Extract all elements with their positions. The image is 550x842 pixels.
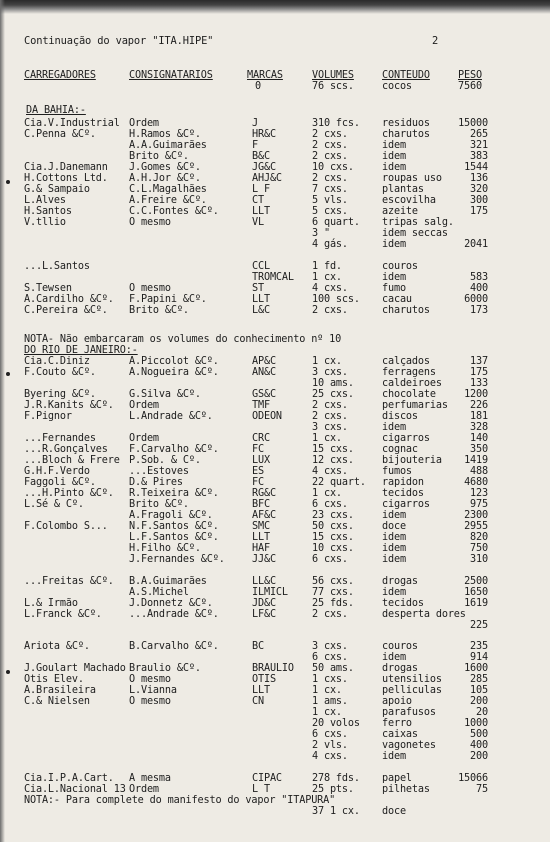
shipper-cell: L.Alves <box>24 195 66 206</box>
weight-cell: 137 <box>470 356 488 367</box>
shipper-cell: Cia.I.P.A.Cart. <box>24 773 114 784</box>
volumes-cell: 1 cx. <box>312 707 342 718</box>
marks-cell: BFC <box>252 499 270 510</box>
consignee-cell: J.Gomes &Cº. <box>129 162 201 173</box>
volumes-cell: 77 cxs. <box>312 587 354 598</box>
contents-cell: idem <box>382 140 406 151</box>
contents-cell: rapidon <box>382 477 424 488</box>
shipper-cell: Faggoli &Cº. <box>24 477 96 488</box>
punch-hole <box>6 372 10 376</box>
marks-cell: ES <box>252 466 264 477</box>
punch-hole <box>6 180 10 184</box>
col-header-shipper: CARREGADORES <box>24 70 96 81</box>
marks-cell: LLT <box>252 532 270 543</box>
weight-cell: 175 <box>470 367 488 378</box>
weight-cell: 2041 <box>464 239 488 250</box>
weight-cell: 400 <box>470 283 488 294</box>
weight-cell: 235 <box>470 641 488 652</box>
contents-cell: tripas salg. <box>382 217 454 228</box>
consignee-cell: N.F.Santos &Cº. <box>129 521 219 532</box>
consignee-cell: L.Vianna <box>129 685 177 696</box>
shipper-cell: F.Couto &Cº. <box>24 367 96 378</box>
weight-cell: 173 <box>470 305 488 316</box>
contents-cell: utensilios <box>382 674 442 685</box>
volumes-cell: 1 cx. <box>312 356 342 367</box>
contents-cell: caixas <box>382 729 418 740</box>
weight-cell: 105 <box>470 685 488 696</box>
marks-cell: L&C <box>252 305 270 316</box>
contents-cell: papel <box>382 773 412 784</box>
weight-cell: 320 <box>470 184 488 195</box>
marks-cell: GS&C <box>252 389 276 400</box>
contents-cell: couros <box>382 641 418 652</box>
weight-cell: 750 <box>470 543 488 554</box>
volumes-cell: 2 cxs. <box>312 151 348 162</box>
contents-cell: desperta dores <box>382 609 466 620</box>
contents-cell: caldeiroes <box>382 378 442 389</box>
contents-cell: idem <box>382 272 406 283</box>
contents-cell: fumos <box>382 466 412 477</box>
marks-cell: J <box>252 118 258 129</box>
volumes-cell: 15 cxs. <box>312 444 354 455</box>
weight-cell: 1650 <box>464 587 488 598</box>
weight-cell: 488 <box>470 466 488 477</box>
marks-cell: AHJ&C <box>252 173 282 184</box>
consignee-cell: ...Andrade &Cº. <box>129 609 219 620</box>
contents-cell: idem <box>382 151 406 162</box>
marks-cell: F <box>252 140 258 151</box>
volumes-cell: 6 quart. <box>312 217 360 228</box>
shipper-cell: H.Santos <box>24 206 72 217</box>
consignee-cell: A mesma <box>129 773 171 784</box>
shipper-cell: ...Freitas &Cº. <box>24 576 114 587</box>
volumes-cell: 2 cxs. <box>312 173 348 184</box>
contents-cell: vagonetes <box>382 740 436 751</box>
shipper-cell: A.Cardilho &Cº. <box>24 294 114 305</box>
marks-cell: LLT <box>252 685 270 696</box>
marks-cell: BC <box>252 641 264 652</box>
volumes-cell: 20 volos <box>312 718 360 729</box>
consignee-cell: G.Silva &Cº. <box>129 389 201 400</box>
contents-cell: tecidos <box>382 598 424 609</box>
marks-cell: LL&C <box>252 576 276 587</box>
volumes-cell: 6 cxs. <box>312 499 348 510</box>
col-header-volumes: VOLUMES <box>312 70 354 81</box>
scan-left-edge <box>0 0 5 842</box>
volumes-cell: 10 ams. <box>312 378 354 389</box>
contents-cell: discos <box>382 411 418 422</box>
volumes-cell: 10 cxs. <box>312 162 354 173</box>
marks-cell: CIPAC <box>252 773 282 784</box>
volumes-cell: 50 ams. <box>312 663 354 674</box>
weight-cell: 2300 <box>464 510 488 521</box>
shipper-cell: C.Pereira &Cº. <box>24 305 108 316</box>
contents-cell: doce <box>382 521 406 532</box>
marks-cell: B&C <box>252 151 270 162</box>
contents-cell: ferragens <box>382 367 436 378</box>
volumes-cell: 3 " <box>312 228 330 239</box>
consignee-cell: Brito &Cº. <box>129 305 189 316</box>
volumes-cell: 2 cxs. <box>312 129 348 140</box>
contents-cell: apoio <box>382 696 412 707</box>
volumes-cell: 6 cxs. <box>312 729 348 740</box>
weight-cell: 328 <box>470 422 488 433</box>
weight-cell: 175 <box>470 206 488 217</box>
weight-cell: 1000 <box>464 718 488 729</box>
weight-cell: 20 <box>476 707 488 718</box>
shipper-cell: J.Goulart Machado <box>24 663 126 674</box>
weight-cell: 1200 <box>464 389 488 400</box>
weight-cell: 4680 <box>464 477 488 488</box>
shipper-cell: L.Sé & Cº. <box>24 499 84 510</box>
shipper-cell: S.Tewsen <box>24 283 72 294</box>
volumes-cell: 37 1 cx. <box>312 806 360 817</box>
volumes-cell: 278 fds. <box>312 773 360 784</box>
marks-cell: HAF <box>252 543 270 554</box>
volumes-cell: 2 cxs. <box>312 305 348 316</box>
volumes-cell: 5 cxs. <box>312 206 348 217</box>
consignee-cell: D.& Pires <box>129 477 183 488</box>
volumes-cell: 1 ams. <box>312 696 348 707</box>
shipper-cell: C.Penna &Cº. <box>24 129 96 140</box>
volumes-cell: 5 vls. <box>312 195 348 206</box>
marks-cell: LF&C <box>252 609 276 620</box>
marks-cell: CT <box>252 195 264 206</box>
contents-cell: perfumarias <box>382 400 448 411</box>
volumes-cell: 310 fcs. <box>312 118 360 129</box>
consignee-cell: A.Fragoli &Cº. <box>129 510 213 521</box>
marks-cell: JD&C <box>252 598 276 609</box>
contents-cell: cognac <box>382 444 418 455</box>
marks-cell: VL <box>252 217 264 228</box>
contents-cell: charutos <box>382 129 430 140</box>
volumes-cell: 3 cxs. <box>312 367 348 378</box>
weight-cell: 181 <box>470 411 488 422</box>
consignee-cell: A.A.Guimarães <box>129 140 207 151</box>
volumes-cell: 2 cxs. <box>312 411 348 422</box>
consignee-cell: L.F.Santos &Cº. <box>129 532 219 543</box>
col-header-contents: CONTEUDO <box>382 70 430 81</box>
consignee-cell: Brito &Cº. <box>129 151 189 162</box>
marks-cell: JJ&C <box>252 554 276 565</box>
weight-cell: 383 <box>470 151 488 162</box>
shipper-cell: ...R.Gonçalves <box>24 444 108 455</box>
contents-cell: chocolate <box>382 389 436 400</box>
shipper-cell: ...H.Pinto &Cº. <box>24 488 114 499</box>
weight-cell: 1544 <box>464 162 488 173</box>
volumes-cell: 4 cxs. <box>312 466 348 477</box>
weight-cell: 200 <box>470 751 488 762</box>
volumes-cell: 3 cxs. <box>312 641 348 652</box>
contents-cell: drogas <box>382 576 418 587</box>
marks-cell: BRAULIO <box>252 663 294 674</box>
weight-cell: 225 <box>470 620 488 631</box>
weight-cell: 1419 <box>464 455 488 466</box>
marks-cell: RG&C <box>252 488 276 499</box>
consignee-cell: O mesmo <box>129 696 171 707</box>
volumes-cell: 1 fd. <box>312 261 342 272</box>
weight-cell: 6000 <box>464 294 488 305</box>
marks-cell: L F <box>252 184 270 195</box>
weight-cell: 2955 <box>464 521 488 532</box>
contents-cell: idem seccas <box>382 228 448 239</box>
contents-cell: idem <box>382 422 406 433</box>
consignee-cell: Ordem <box>129 433 159 444</box>
contents-cell: idem <box>382 510 406 521</box>
consignee-cell: ...Estoves <box>129 466 189 477</box>
volumes-cell: 1 cx. <box>312 488 342 499</box>
summary-marks: 0 <box>255 81 261 92</box>
contents-cell: drogas <box>382 663 418 674</box>
consignee-cell: P.Sob. & Cº. <box>129 455 201 466</box>
section-rio: DO RIO DE JANEIRO:- <box>24 345 138 356</box>
shipper-cell: F.Colombo S... <box>24 521 108 532</box>
shipper-cell: ...Bloch & Frere <box>24 455 120 466</box>
weight-cell: 75 <box>476 784 488 795</box>
consignee-cell: F.Carvalho &Cº. <box>129 444 219 455</box>
contents-cell: plantas <box>382 184 424 195</box>
volumes-cell: 15 cxs. <box>312 532 354 543</box>
marks-cell: HR&C <box>252 129 276 140</box>
summary-contents: cocos <box>382 81 412 92</box>
volumes-cell: 2 vls. <box>312 740 348 751</box>
shipper-cell: V.tllio <box>24 217 66 228</box>
consignee-cell: Ordem <box>129 400 159 411</box>
marks-cell: TMF <box>252 400 270 411</box>
contents-cell: cacau <box>382 294 412 305</box>
consignee-cell: A.Piccolot &Cº. <box>129 356 219 367</box>
shipper-cell: Cia.L.Nacional 13 <box>24 784 126 795</box>
scan-top-edge <box>0 0 550 14</box>
marks-cell: FC <box>252 444 264 455</box>
consignee-cell: H.Filho &Cº. <box>129 543 201 554</box>
volumes-cell: 1 cx. <box>312 433 342 444</box>
weight-cell: 15066 <box>458 773 488 784</box>
contents-cell: ferro <box>382 718 412 729</box>
consignee-cell: R.Teixeira &Cº. <box>129 488 219 499</box>
marks-cell: CRC <box>252 433 270 444</box>
volumes-cell: 4 gás. <box>312 239 348 250</box>
weight-cell: 133 <box>470 378 488 389</box>
summary-volumes: 76 scs. <box>312 81 354 92</box>
consignee-cell: O mesmo <box>129 283 171 294</box>
contents-cell: bijouteria <box>382 455 442 466</box>
summary-weight: 7560 <box>458 81 482 92</box>
consignee-cell: H.Ramos &Cº. <box>129 129 201 140</box>
contents-cell: idem <box>382 587 406 598</box>
weight-cell: 914 <box>470 652 488 663</box>
consignee-cell: A.Nogueira &Cº. <box>129 367 219 378</box>
shipper-cell: J.R.Kanits &Cº. <box>24 400 114 411</box>
volumes-cell: 2 cxs. <box>312 140 348 151</box>
consignee-cell: J.Fernandes &Cº. <box>129 554 225 565</box>
col-header-weight: PESO <box>458 70 482 81</box>
col-header-marks: MARCAS <box>247 70 283 81</box>
page-number: 2 <box>432 35 439 47</box>
contents-cell: fumo <box>382 283 406 294</box>
marks-cell: CCL <box>252 261 270 272</box>
shipper-cell: Otis Elev. <box>24 674 84 685</box>
weight-cell: 226 <box>470 400 488 411</box>
consignee-cell: Braulio &Cº. <box>129 663 201 674</box>
shipper-cell: H.Cottons Ltd. <box>24 173 108 184</box>
contents-cell: parafusos <box>382 707 436 718</box>
weight-cell: 123 <box>470 488 488 499</box>
contents-cell: pelliculas <box>382 685 442 696</box>
consignee-cell: C.L.Magalhães <box>129 184 207 195</box>
volumes-cell: 2 cxs. <box>312 400 348 411</box>
consignee-cell: C.C.Fontes &Cº. <box>129 206 219 217</box>
weight-cell: 350 <box>470 444 488 455</box>
contents-cell: charutos <box>382 305 430 316</box>
weight-cell: 500 <box>470 729 488 740</box>
volumes-cell: 10 cxs. <box>312 543 354 554</box>
volumes-cell: 4 cxs. <box>312 751 348 762</box>
marks-cell: CN <box>252 696 264 707</box>
volumes-cell: 1 cx. <box>312 685 342 696</box>
contents-cell: idem <box>382 751 406 762</box>
consignee-cell: Ordem <box>129 784 159 795</box>
weight-cell: 136 <box>470 173 488 184</box>
contents-cell: idem <box>382 239 406 250</box>
consignee-cell: B.Carvalho &Cº. <box>129 641 219 652</box>
weight-cell: 1600 <box>464 663 488 674</box>
marks-cell: ODEON <box>252 411 282 422</box>
shipper-cell: G.H.F.Verdo <box>24 466 90 477</box>
shipper-cell: A.Brasileira <box>24 685 96 696</box>
marks-cell: TROMCAL <box>252 272 294 283</box>
weight-cell: 400 <box>470 740 488 751</box>
volumes-cell: 6 cxs. <box>312 554 348 565</box>
marks-cell: OTIS <box>252 674 276 685</box>
weight-cell: 200 <box>470 696 488 707</box>
volumes-cell: 4 cxs. <box>312 283 348 294</box>
volumes-cell: 6 cxs. <box>312 652 348 663</box>
shipper-cell: Ariota &Cº. <box>24 641 90 652</box>
marks-cell: AN&C <box>252 367 276 378</box>
shipper-cell: C.& Nielsen <box>24 696 90 707</box>
contents-cell: escovilha <box>382 195 436 206</box>
marks-cell: LUX <box>252 455 270 466</box>
col-header-consignee: CONSIGNATARIOS <box>129 70 213 81</box>
section-bahia: DA BAHIA:- <box>26 105 86 116</box>
consignee-cell: L.Andrade &Cº. <box>129 411 213 422</box>
contents-cell: calçados <box>382 356 430 367</box>
contents-cell: doce <box>382 806 406 817</box>
weight-cell: 820 <box>470 532 488 543</box>
note-manifest: NOTA:- Para complete do manifesto do vapor "ITAPURA" <box>24 795 336 806</box>
shipper-cell: L.& Irmão <box>24 598 78 609</box>
volumes-cell: 1 cxs. <box>312 674 348 685</box>
shipper-cell: Cia.J.Danemann <box>24 162 108 173</box>
volumes-cell: 12 cxs. <box>312 455 354 466</box>
weight-cell: 975 <box>470 499 488 510</box>
marks-cell: JG&C <box>252 162 276 173</box>
shipper-cell: ...L.Santos <box>24 261 90 272</box>
shipper-cell: Byering &Cº. <box>24 389 96 400</box>
consignee-cell: A.H.Jor &Cº. <box>129 173 201 184</box>
volumes-cell: 1 cx. <box>312 272 342 283</box>
consignee-cell: Brito &Cº. <box>129 499 189 510</box>
marks-cell: L T <box>252 784 270 795</box>
contents-cell: idem <box>382 532 406 543</box>
contents-cell: idem <box>382 554 406 565</box>
volumes-cell: 50 cxs. <box>312 521 354 532</box>
shipper-cell: Cia.C.Diniz <box>24 356 90 367</box>
consignee-cell: J.Donnetz &Cº. <box>129 598 213 609</box>
volumes-cell: 25 cxs. <box>312 389 354 400</box>
consignee-cell: Ordem <box>129 118 159 129</box>
contents-cell: idem <box>382 543 406 554</box>
marks-cell: AF&C <box>252 510 276 521</box>
contents-cell: idem <box>382 162 406 173</box>
volumes-cell: 25 fds. <box>312 598 354 609</box>
weight-cell: 15000 <box>458 118 488 129</box>
shipper-cell: Cia.V.Industrial <box>24 118 120 129</box>
marks-cell: SMC <box>252 521 270 532</box>
contents-cell: cigarros <box>382 433 430 444</box>
contents-cell: pilhetas <box>382 784 430 795</box>
volumes-cell: 3 cxs. <box>312 422 348 433</box>
marks-cell: LLT <box>252 206 270 217</box>
contents-cell: azeite <box>382 206 418 217</box>
contents-cell: residuos <box>382 118 430 129</box>
weight-cell: 2500 <box>464 576 488 587</box>
weight-cell: 140 <box>470 433 488 444</box>
contents-cell: idem <box>382 652 406 663</box>
shipper-cell: ...Fernandes <box>24 433 96 444</box>
document-title: Continuação do vapor "ITA.HIPE" <box>24 35 214 47</box>
weight-cell: 321 <box>470 140 488 151</box>
marks-cell: AP&C <box>252 356 276 367</box>
contents-cell: couros <box>382 261 418 272</box>
weight-cell: 265 <box>470 129 488 140</box>
volumes-cell: 100 scs. <box>312 294 360 305</box>
consignee-cell: F.Papini &Cº. <box>129 294 207 305</box>
weight-cell: 310 <box>470 554 488 565</box>
weight-cell: 300 <box>470 195 488 206</box>
weight-cell: 285 <box>470 674 488 685</box>
volumes-cell: 22 quart. <box>312 477 366 488</box>
contents-cell: tecidos <box>382 488 424 499</box>
contents-cell: roupas uso <box>382 173 442 184</box>
shipper-cell: L.Franck &Cº. <box>24 609 102 620</box>
volumes-cell: 25 pts. <box>312 784 354 795</box>
punch-hole <box>6 670 10 674</box>
weight-cell: 583 <box>470 272 488 283</box>
consignee-cell: B.A.Guimarães <box>129 576 207 587</box>
consignee-cell: O mesmo <box>129 217 171 228</box>
contents-cell: cigarros <box>382 499 430 510</box>
shipper-cell: F.Pignor <box>24 411 72 422</box>
volumes-cell: 56 cxs. <box>312 576 354 587</box>
weight-cell: 1619 <box>464 598 488 609</box>
marks-cell: ILMICL <box>252 587 288 598</box>
note-not-shipped: NOTA- Não embarcaram os volumes do conhecimento nº 10 <box>24 334 342 345</box>
marks-cell: FC <box>252 477 264 488</box>
consignee-cell: O mesmo <box>129 674 171 685</box>
marks-cell: ST <box>252 283 264 294</box>
volumes-cell: 2 cxs. <box>312 609 348 620</box>
consignee-cell: A.S.Michel <box>129 587 189 598</box>
consignee-cell: A.Freire &Cº. <box>129 195 207 206</box>
marks-cell: LLT <box>252 294 270 305</box>
volumes-cell: 7 cxs. <box>312 184 348 195</box>
shipper-cell: G.& Sampaio <box>24 184 90 195</box>
volumes-cell: 23 cxs. <box>312 510 354 521</box>
